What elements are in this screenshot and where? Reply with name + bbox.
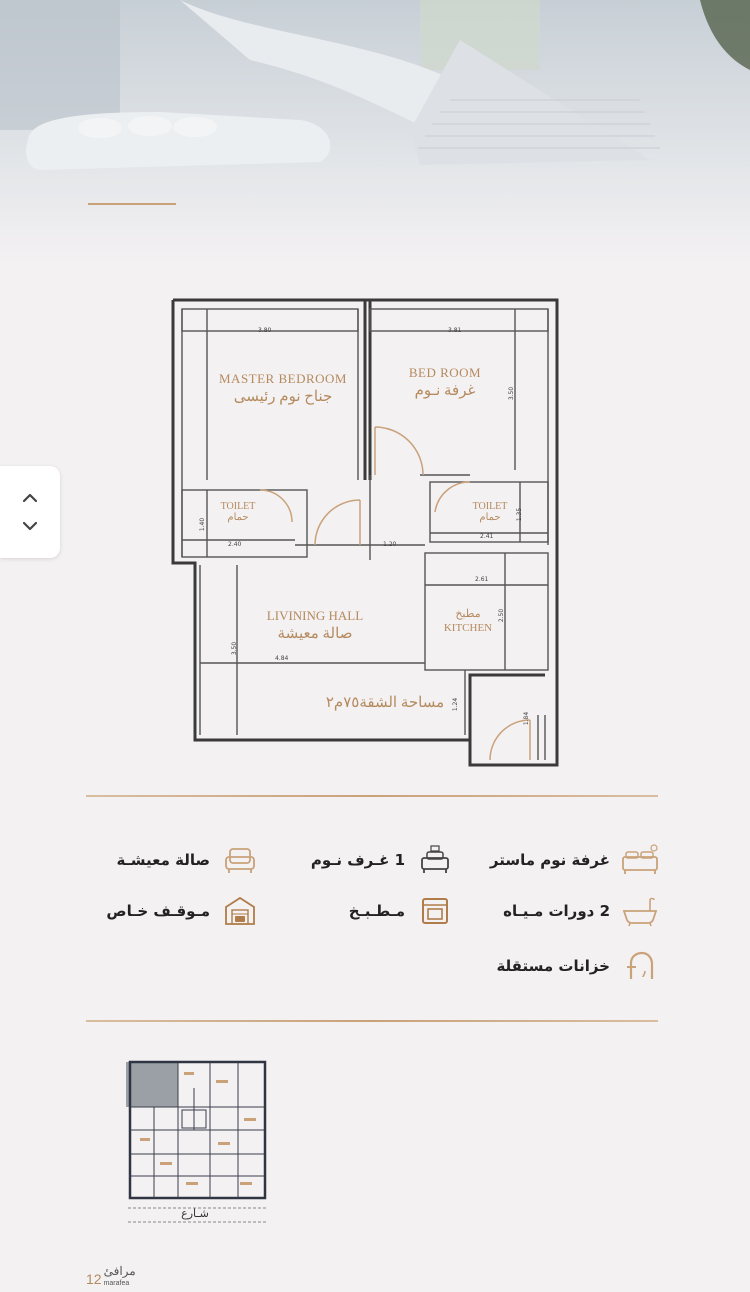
- feature-kitchen: [349, 893, 455, 929]
- room-label-toilet-left: [213, 501, 263, 523]
- building-key-plan: [120, 1058, 270, 1228]
- dimension-label: 1.20: [383, 541, 397, 548]
- dimension-label: 3.80: [258, 327, 272, 334]
- faucet-icon: [620, 948, 660, 984]
- scroll-control: [0, 466, 60, 558]
- apartment-area-note: مساحة الشقة٧٥م٢: [325, 695, 445, 711]
- dimension-label: 2.41: [480, 533, 494, 540]
- master-bed-icon: [620, 842, 660, 878]
- street-label: شـارع: [181, 1207, 209, 1220]
- feature-living-label: صالة معيشـة: [116, 851, 210, 869]
- dimension-label: 3.50: [231, 641, 239, 656]
- scroll-down-button[interactable]: [18, 514, 42, 538]
- dimension-label: 2.50: [498, 608, 506, 623]
- bedroom-en: BED ROOM: [408, 365, 482, 380]
- toilet-right-ar: حمام: [479, 512, 501, 523]
- feature-bathrooms-label: 2 دورات مـيـاه: [503, 902, 610, 920]
- feature-living: [117, 842, 260, 878]
- dimension-label: 2.61: [475, 576, 489, 583]
- garage-icon: [220, 893, 260, 929]
- dimension-label: 1.40: [199, 517, 207, 532]
- building-plan-drawing: [120, 1058, 270, 1228]
- page-number: 12: [86, 1271, 102, 1287]
- bathtub-icon: [620, 893, 660, 929]
- dimension-label: 2.40: [228, 541, 242, 548]
- dimension-label: 4.84: [275, 655, 289, 662]
- master-bedroom-en: MASTER BEDROOM: [219, 371, 347, 386]
- feature-parking-label: مـوقـف خـاص: [106, 902, 210, 920]
- toilet-left-ar: حمام: [227, 512, 249, 523]
- master-bedroom-ar: جناح نوم رئيسى: [233, 389, 333, 405]
- room-label-master-bedroom: [210, 371, 356, 406]
- logo-latin: marafea: [103, 1280, 130, 1287]
- feature-bathrooms: [503, 893, 660, 929]
- sofa-icon: [220, 842, 260, 878]
- kitchen-en: KITCHEN: [443, 622, 493, 634]
- hero-accent-rule: [88, 203, 176, 205]
- dimension-label: 1.24: [452, 697, 460, 712]
- bedroom-ar: غرفة نـوم: [414, 383, 476, 399]
- bed-icon: [415, 842, 455, 878]
- brand-logo: [86, 1262, 136, 1287]
- room-label-bedroom: [375, 365, 515, 400]
- hero-image: [0, 0, 750, 265]
- floor-plan: [165, 295, 565, 770]
- feature-rooms: [311, 842, 455, 878]
- dimension-label: 1.84: [523, 711, 531, 726]
- feature-parking: [106, 893, 260, 929]
- feature-kitchen-label: مـطـبـخ: [348, 902, 405, 920]
- room-label-living: [245, 608, 385, 643]
- feature-tanks-label: خزانات مستقلة: [496, 957, 610, 975]
- chevron-down-icon: [22, 521, 38, 531]
- living-en: LIVINING HALL: [266, 608, 364, 623]
- living-ar: صالة معيشة: [277, 626, 353, 642]
- logo-arabic: مرافئ: [103, 1264, 136, 1278]
- feature-tanks: [496, 948, 660, 984]
- dimension-label: 1.35: [516, 507, 524, 522]
- feature-rooms-label: 1 غـرف نـوم: [310, 851, 405, 869]
- staircase-illustration: [0, 0, 750, 265]
- feature-master-bedroom: [490, 842, 660, 878]
- room-label-kitchen: [433, 607, 506, 635]
- logo-wordmark: [104, 1262, 136, 1287]
- toilet-left-en: TOILET: [220, 501, 256, 512]
- section-divider-top: [86, 795, 658, 797]
- toilet-right-en: TOILET: [472, 501, 508, 512]
- dimension-label: 3.81: [448, 327, 462, 334]
- room-label-toilet-right: [465, 501, 515, 523]
- section-divider-bottom: [86, 1020, 658, 1022]
- kitchen-ar: مطبخ: [455, 608, 481, 620]
- scroll-up-button[interactable]: [18, 486, 42, 510]
- oven-icon: [415, 893, 455, 929]
- dimension-label: 3.50: [508, 386, 516, 401]
- feature-master-bedroom-label: غرفة نوم ماستر: [489, 851, 610, 869]
- chevron-up-icon: [22, 493, 38, 503]
